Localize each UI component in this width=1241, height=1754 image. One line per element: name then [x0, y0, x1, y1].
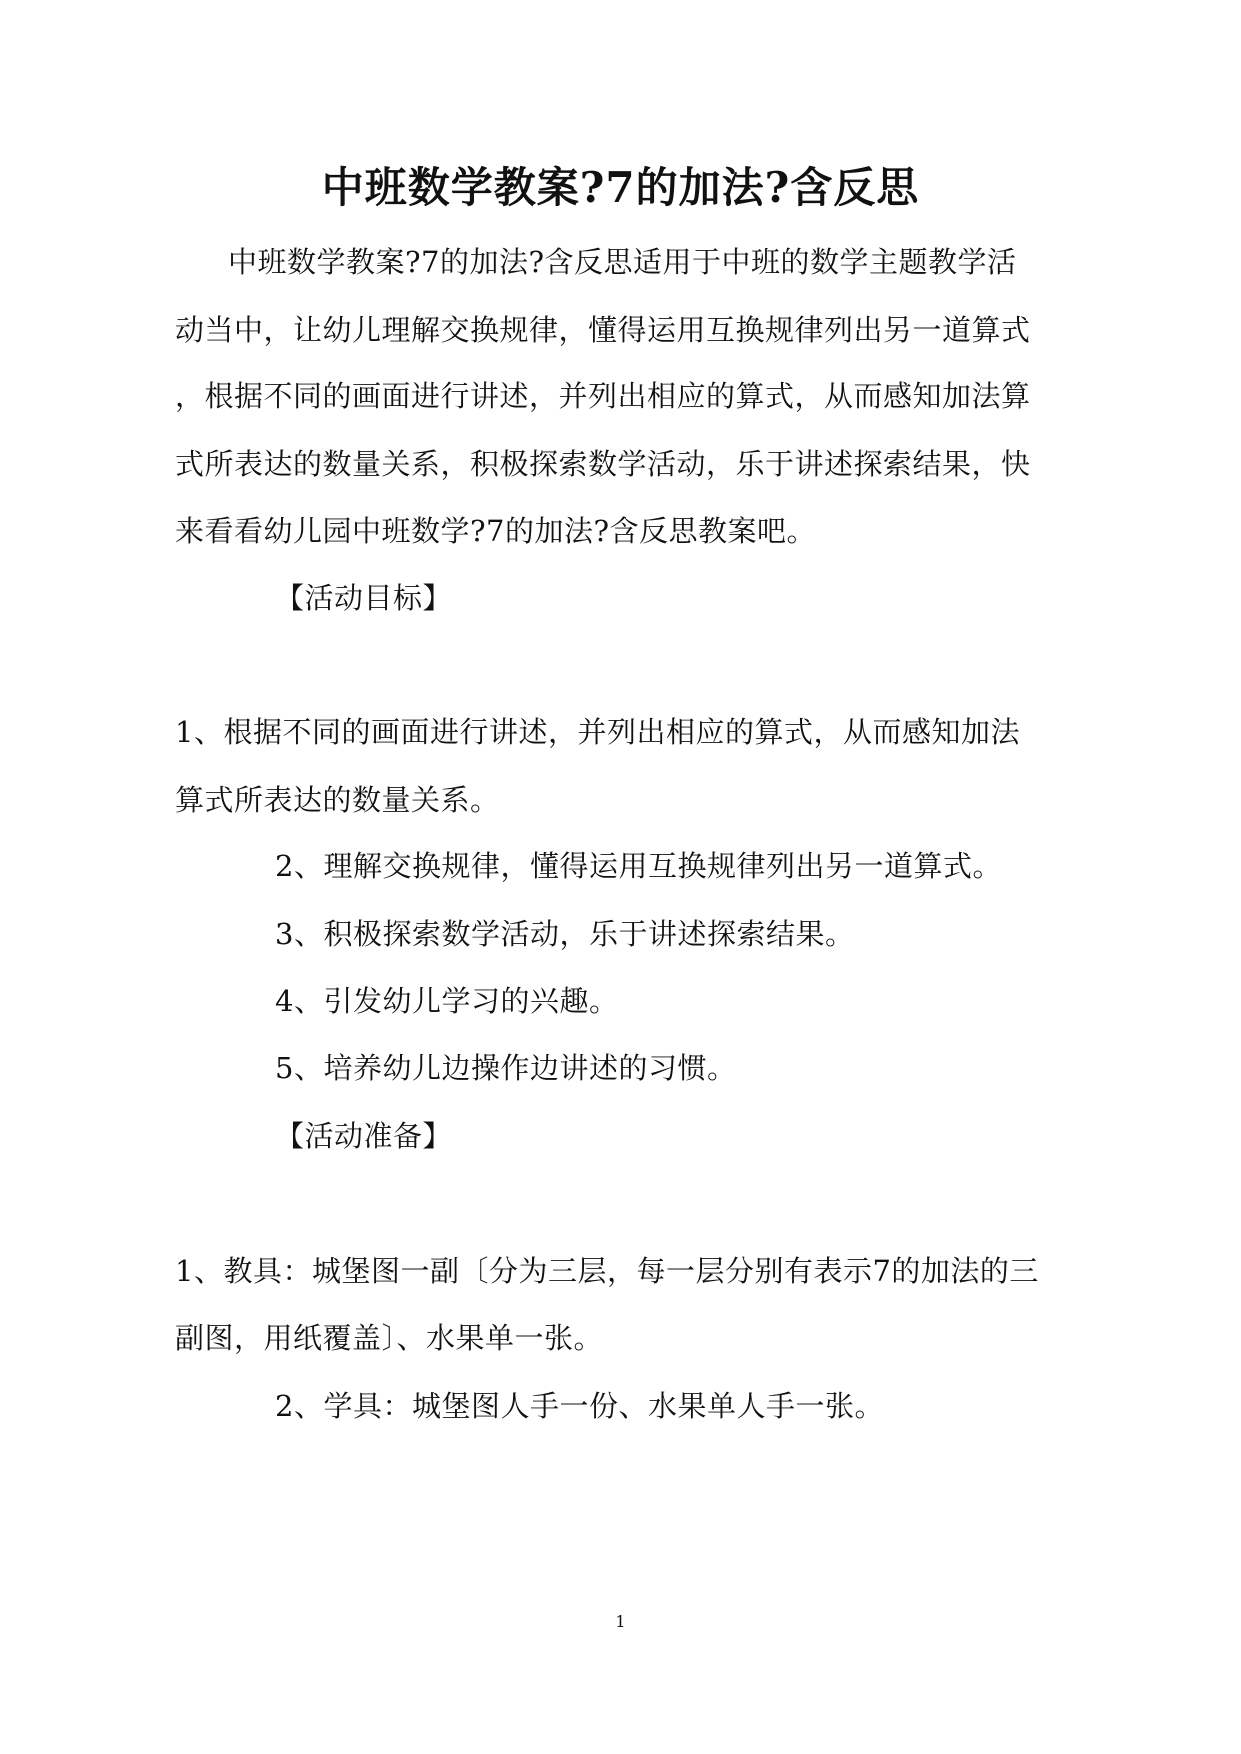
intro-line-1: 中班数学教案?7的加法?含反思适用于中班的数学主题教学活 [228, 245, 1017, 279]
goal-item-5: 5、培养幼儿边操作边讲述的习惯。 [275, 1051, 737, 1085]
prep-item-1-line-1: 1、教具：城堡图一副〔分为三层，每一层分别有表示7的加法的三 [175, 1254, 1039, 1288]
goal-item-4: 4、引发幼儿学习的兴趣。 [275, 984, 619, 1018]
goal-item-3: 3、积极探索数学活动，乐于讲述探索结果。 [275, 917, 855, 951]
goal-item-1-line-2: 算式所表达的数量关系。 [175, 783, 500, 817]
intro-line-5: 来看看幼儿园中班数学?7的加法?含反思教案吧。 [175, 514, 817, 548]
intro-line-3: ，根据不同的画面进行讲述，并列出相应的算式，从而感知加法算 [175, 379, 1031, 413]
prep-item-2: 2、学具：城堡图人手一份、水果单人手一张。 [275, 1389, 884, 1423]
goal-item-2: 2、理解交换规律，懂得运用互换规律列出另一道算式。 [275, 849, 1002, 883]
document-title: 中班数学教案?7的加法?含反思 [321, 163, 920, 212]
prep-item-1-line-2: 副图，用纸覆盖〕、水果单一张。 [175, 1321, 604, 1355]
section-heading-goals: 【活动目标】 [275, 581, 453, 615]
goal-item-1-line-1: 1、根据不同的画面进行讲述，并列出相应的算式，从而感知加法 [175, 715, 1020, 749]
page-number: 1 [615, 1612, 626, 1631]
section-heading-prep: 【活动准备】 [275, 1119, 453, 1153]
intro-line-2: 动当中，让幼儿理解交换规律，懂得运用互换规律列出另一道算式 [175, 313, 1031, 347]
intro-line-4: 式所表达的数量关系，积极探索数学活动，乐于讲述探索结果，快 [175, 447, 1031, 481]
